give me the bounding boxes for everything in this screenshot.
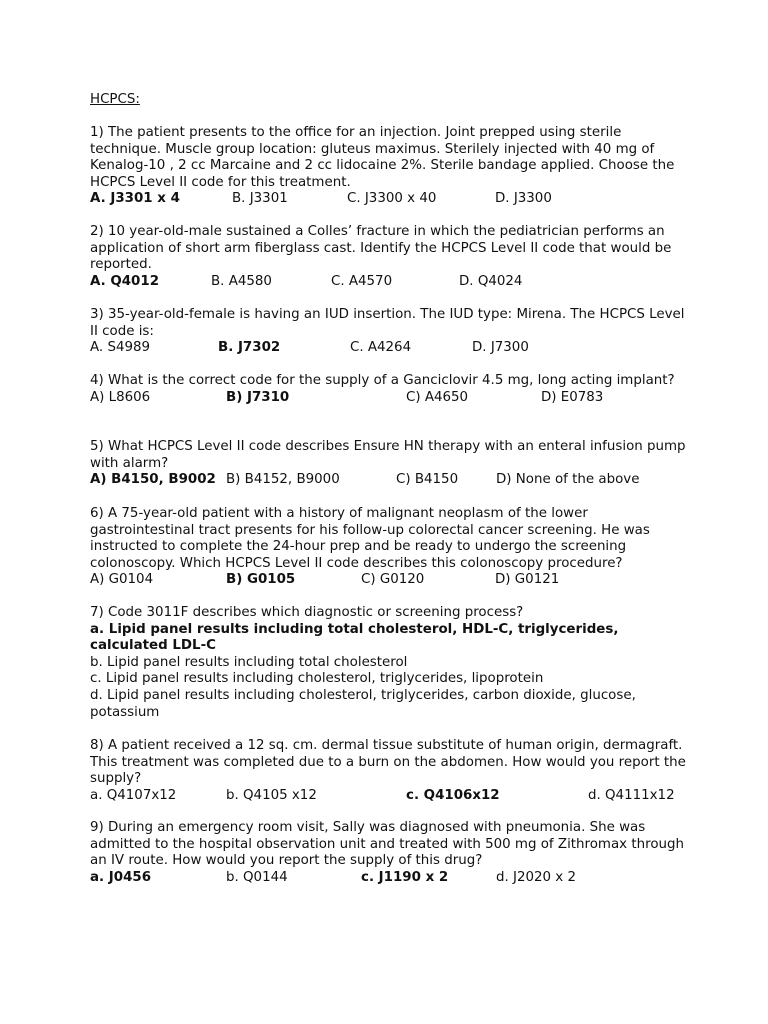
answer-options [90,390,690,407]
question-5 [90,439,690,489]
answer-options [90,191,690,208]
answer-option: B. A4580 [211,273,272,289]
answer-option: C. A4264 [350,340,412,356]
document-heading: HCPCS: [90,92,140,107]
answer-option: a. Lipid panel results including total cholesterol, HDL-C, triglycerides, calculated LDL-C [90,621,619,654]
answer-option: C) A4650 [406,389,469,405]
answer-option: a. Q4107x12 [90,787,177,803]
question-stem: 1) The patient presents to the office for an injection. Joint prepped using sterile technique. Muscle group location: gluteus maximus. Sterilely injected with 40 mg of Kenalog-10 , 2 cc Marcaine and 2 cc lidocaine 2%. Sterile bandage applied. Choose the HCPCS Level II code for this treatment. [90,125,675,190]
question-stem: 2) 10 year-old-male sustained a Colles’ fracture in which the pediatrician performs an application of short arm fiberglass cast. Identify the HCPCS Level II code that would be reported. [90,224,672,273]
answer-option: B) B4152, B9000 [226,472,340,488]
question-3 [90,307,690,357]
answer-option: d. J2020 x 2 [496,869,576,885]
answer-option: A. J3301 x 4 [90,191,180,207]
answer-options [90,472,690,489]
question-stem: 8) A patient received a 12 sq. cm. dermal tissue substitute of human origin, dermagraft. This treatment was completed due to a burn on the abdomen. How would you report the supply? [90,738,686,787]
answer-option: b. Q4105 x12 [226,787,317,803]
answer-option: b. Q0144 [226,869,288,885]
answer-option: A) B4150, B9002 [90,472,216,488]
question-stem: 7) Code 3011F describes which diagnostic or screening process? [90,605,524,620]
answer-option: B) G0105 [226,572,296,588]
answer-option: b. Lipid panel results including total cholesterol [90,654,408,670]
answer-option: D. J7300 [472,340,529,356]
answer-option: D) E0783 [541,389,604,405]
question-2 [90,224,690,291]
question-stem: 5) What HCPCS Level II code describes Ensure HN therapy with an enteral infusion pump with alarm? [90,439,686,471]
question-stem: 4) What is the correct code for the supply of a Ganciclovir 4.5 mg, long acting implant? [90,373,675,388]
answer-option: c. J1190 x 2 [361,869,449,885]
answer-option: C. J3300 x 40 [347,191,437,207]
question-stem: 6) A 75-year-old patient with a history of malignant neoplasm of the lower gastrointestinal tract presents for his follow-up colorectal cancer screening. He was instructed to complete the 24-hour prep and be ready to undergo the screening colonoscopy. Which HCPCS Level II code describes this colonoscopy procedure? [90,506,650,571]
answer-option: A) G0104 [90,572,154,588]
answer-option: a. J0456 [90,869,152,885]
answer-option: B. J7302 [218,340,281,356]
answer-option: c. Q4106x12 [406,787,500,803]
answer-options [90,340,690,357]
answer-option: B. J3301 [232,191,288,207]
answer-option: A) L8606 [90,389,151,405]
answer-option: C) B4150 [396,472,459,488]
answer-option: B) J7310 [226,389,290,405]
question-stem: 9) During an emergency room visit, Sally was diagnosed with pneumonia. She was admitted to the hospital observation unit and treated with 500 mg of Zithromax through an IV route. How would you report the supply of this drug? [90,820,684,869]
answer-option: d. Lipid panel results including cholesterol, triglycerides, carbon dioxide, glucose, potassium [90,687,636,720]
answer-option: D) G0121 [495,572,560,588]
answer-option: d. Q4111x12 [588,787,675,803]
answer-options [90,274,690,291]
question-8 [90,738,690,805]
answer-option: C) G0120 [361,572,425,588]
question-1 [90,125,690,208]
answer-options [90,788,690,805]
answer-option: A. S4989 [90,340,151,356]
question-9 [90,820,690,887]
question-4 [90,373,690,407]
answer-options [90,870,690,887]
answer-option: A. Q4012 [90,273,160,289]
question-stem: 3) 35-year-old-female is having an IUD insertion. The IUD type: Mirena. The HCPCS Level II code is: [90,307,685,339]
answer-option: D. Q4024 [459,273,523,289]
answer-option: C. A4570 [331,273,393,289]
question-6 [90,506,690,589]
question-7 [90,605,690,721]
answer-option: c. Lipid panel results including cholesterol, triglycerides, lipoprotein [90,671,544,687]
answer-option: D. J3300 [495,191,552,207]
answer-options [90,572,690,589]
answer-option: D) None of the above [496,472,640,488]
